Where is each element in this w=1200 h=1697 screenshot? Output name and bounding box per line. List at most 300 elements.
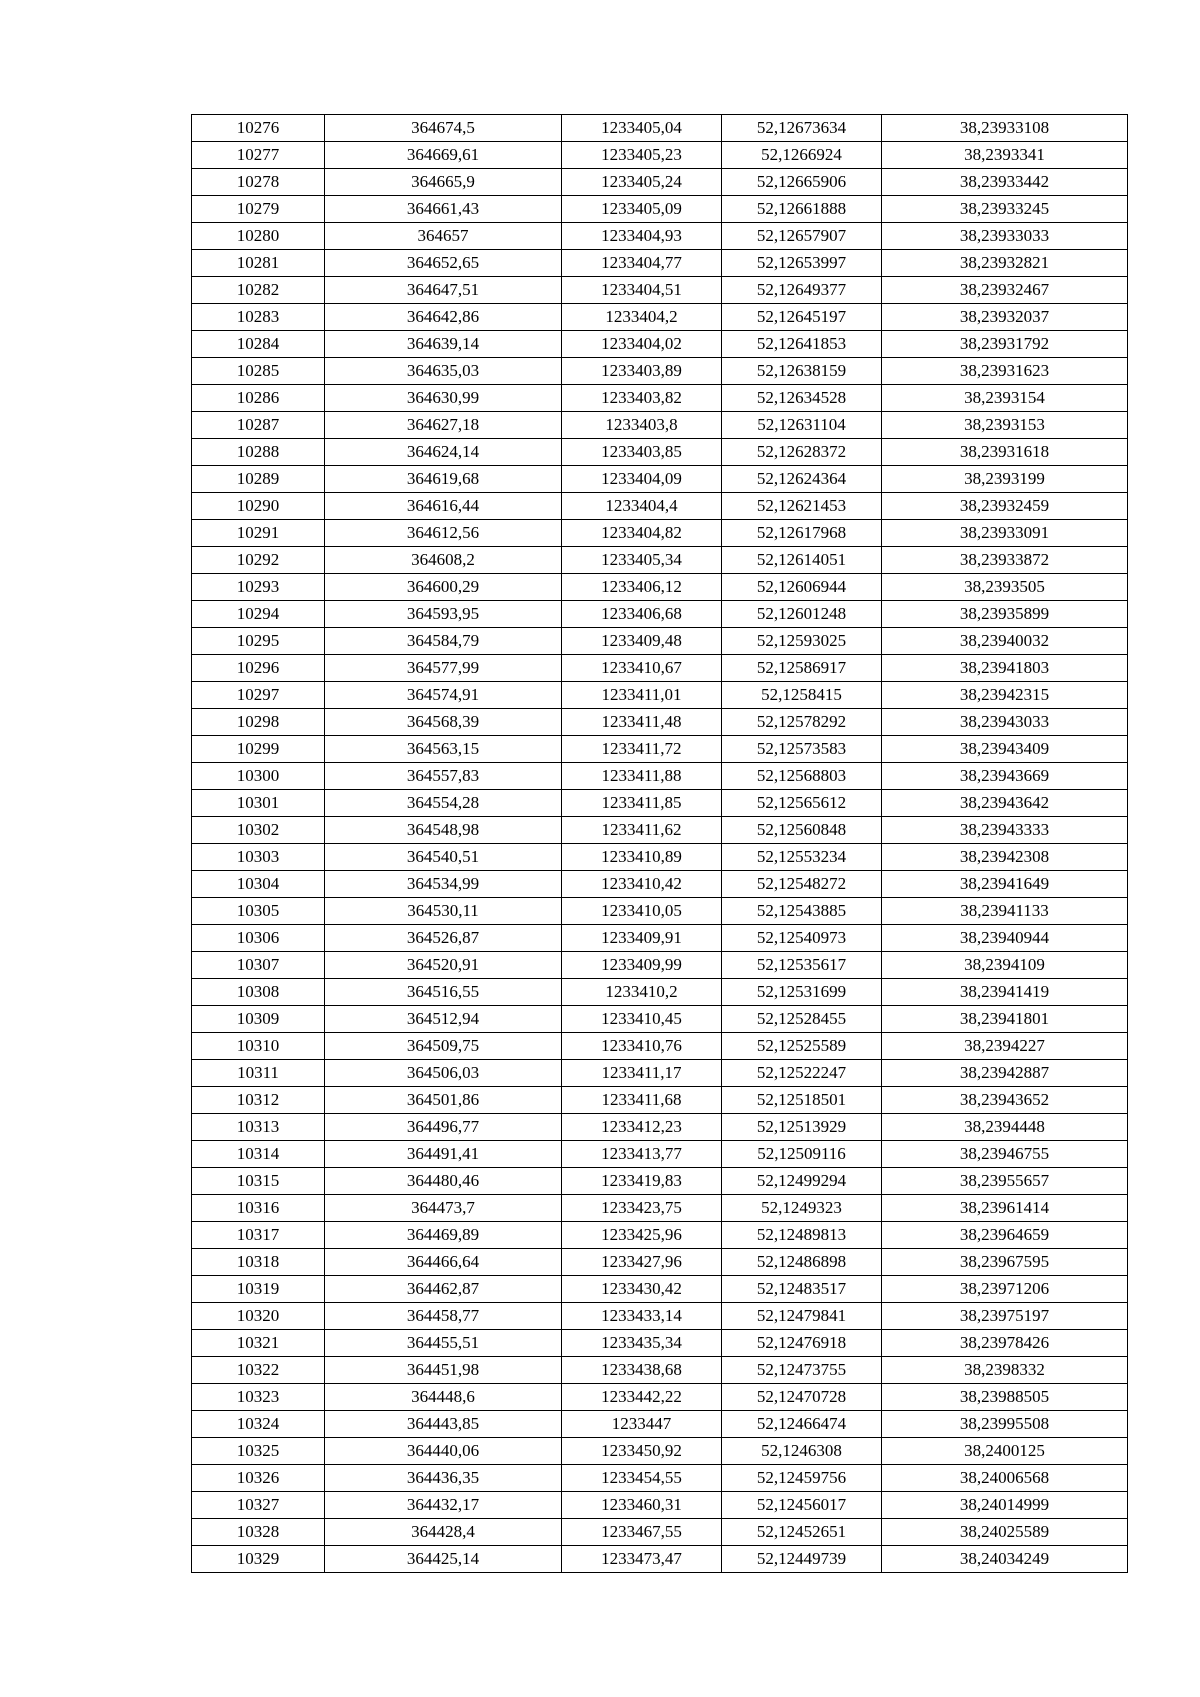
latitude-cell: 52,12476918 (722, 1330, 882, 1357)
x-coordinate-cell: 364506,03 (325, 1060, 562, 1087)
table-row (192, 223, 1128, 250)
point-number-cell: 10319 (192, 1276, 325, 1303)
latitude-cell: 52,12657907 (722, 223, 882, 250)
latitude-cell: 52,12470728 (722, 1384, 882, 1411)
latitude-cell: 52,12565612 (722, 790, 882, 817)
table-row (192, 1492, 1128, 1519)
latitude-cell: 52,12522247 (722, 1060, 882, 1087)
y-coordinate-cell: 1233403,85 (562, 439, 722, 466)
longitude-cell: 38,23941419 (882, 979, 1128, 1006)
point-number-cell: 10288 (192, 439, 325, 466)
table-row (192, 763, 1128, 790)
y-coordinate-cell: 1233405,04 (562, 115, 722, 142)
x-coordinate-cell: 364627,18 (325, 412, 562, 439)
x-coordinate-cell: 364440,06 (325, 1438, 562, 1465)
y-coordinate-cell: 1233404,2 (562, 304, 722, 331)
longitude-cell: 38,23942308 (882, 844, 1128, 871)
longitude-cell: 38,23978426 (882, 1330, 1128, 1357)
longitude-cell: 38,2394109 (882, 952, 1128, 979)
table-row (192, 709, 1128, 736)
y-coordinate-cell: 1233404,09 (562, 466, 722, 493)
table-row (192, 1114, 1128, 1141)
x-coordinate-cell: 364661,43 (325, 196, 562, 223)
table-row (192, 493, 1128, 520)
longitude-cell: 38,24034249 (882, 1546, 1128, 1573)
longitude-cell: 38,23932467 (882, 277, 1128, 304)
x-coordinate-cell: 364548,98 (325, 817, 562, 844)
longitude-cell: 38,23933108 (882, 115, 1128, 142)
latitude-cell: 52,12641853 (722, 331, 882, 358)
table-row (192, 1249, 1128, 1276)
latitude-cell: 52,12483517 (722, 1276, 882, 1303)
table-row (192, 1276, 1128, 1303)
point-number-cell: 10282 (192, 277, 325, 304)
table-row (192, 736, 1128, 763)
table-row (192, 655, 1128, 682)
table-row (192, 601, 1128, 628)
y-coordinate-cell: 1233409,91 (562, 925, 722, 952)
latitude-cell: 52,12661888 (722, 196, 882, 223)
table-row (192, 331, 1128, 358)
latitude-cell: 52,12509116 (722, 1141, 882, 1168)
y-coordinate-cell: 1233442,22 (562, 1384, 722, 1411)
x-coordinate-cell: 364639,14 (325, 331, 562, 358)
y-coordinate-cell: 1233409,99 (562, 952, 722, 979)
point-number-cell: 10296 (192, 655, 325, 682)
table-row (192, 439, 1128, 466)
latitude-cell: 52,12634528 (722, 385, 882, 412)
point-number-cell: 10289 (192, 466, 325, 493)
longitude-cell: 38,23943652 (882, 1087, 1128, 1114)
x-coordinate-cell: 364534,99 (325, 871, 562, 898)
point-number-cell: 10311 (192, 1060, 325, 1087)
y-coordinate-cell: 1233447 (562, 1411, 722, 1438)
point-number-cell: 10301 (192, 790, 325, 817)
latitude-cell: 52,12568803 (722, 763, 882, 790)
table-row (192, 898, 1128, 925)
latitude-cell: 52,12645197 (722, 304, 882, 331)
y-coordinate-cell: 1233411,72 (562, 736, 722, 763)
point-number-cell: 10309 (192, 1006, 325, 1033)
x-coordinate-cell: 364554,28 (325, 790, 562, 817)
point-number-cell: 10324 (192, 1411, 325, 1438)
x-coordinate-cell: 364593,95 (325, 601, 562, 628)
latitude-cell: 52,12621453 (722, 493, 882, 520)
table-row (192, 790, 1128, 817)
y-coordinate-cell: 1233404,4 (562, 493, 722, 520)
latitude-cell: 52,12528455 (722, 1006, 882, 1033)
longitude-cell: 38,23933091 (882, 520, 1128, 547)
latitude-cell: 52,12665906 (722, 169, 882, 196)
x-coordinate-cell: 364608,2 (325, 547, 562, 574)
y-coordinate-cell: 1233404,82 (562, 520, 722, 547)
latitude-cell: 52,12518501 (722, 1087, 882, 1114)
table-row (192, 682, 1128, 709)
longitude-cell: 38,23942315 (882, 682, 1128, 709)
point-number-cell: 10314 (192, 1141, 325, 1168)
y-coordinate-cell: 1233410,76 (562, 1033, 722, 1060)
table-row (192, 1087, 1128, 1114)
table-row (192, 1330, 1128, 1357)
latitude-cell: 52,12614051 (722, 547, 882, 574)
x-coordinate-cell: 364443,85 (325, 1411, 562, 1438)
point-number-cell: 10315 (192, 1168, 325, 1195)
y-coordinate-cell: 1233411,62 (562, 817, 722, 844)
table-row (192, 520, 1128, 547)
y-coordinate-cell: 1233403,8 (562, 412, 722, 439)
x-coordinate-cell: 364458,77 (325, 1303, 562, 1330)
latitude-cell: 52,12553234 (722, 844, 882, 871)
point-number-cell: 10306 (192, 925, 325, 952)
y-coordinate-cell: 1233403,82 (562, 385, 722, 412)
longitude-cell: 38,23931618 (882, 439, 1128, 466)
latitude-cell: 52,12560848 (722, 817, 882, 844)
latitude-cell: 52,12525589 (722, 1033, 882, 1060)
point-number-cell: 10322 (192, 1357, 325, 1384)
y-coordinate-cell: 1233410,2 (562, 979, 722, 1006)
x-coordinate-cell: 364516,55 (325, 979, 562, 1006)
x-coordinate-cell: 364616,44 (325, 493, 562, 520)
y-coordinate-cell: 1233406,68 (562, 601, 722, 628)
table-row (192, 844, 1128, 871)
point-number-cell: 10312 (192, 1087, 325, 1114)
longitude-cell: 38,23935899 (882, 601, 1128, 628)
point-number-cell: 10320 (192, 1303, 325, 1330)
point-number-cell: 10280 (192, 223, 325, 250)
x-coordinate-cell: 364530,11 (325, 898, 562, 925)
latitude-cell: 52,12573583 (722, 736, 882, 763)
x-coordinate-cell: 364526,87 (325, 925, 562, 952)
y-coordinate-cell: 1233406,12 (562, 574, 722, 601)
table-row (192, 115, 1128, 142)
latitude-cell: 52,12606944 (722, 574, 882, 601)
point-number-cell: 10278 (192, 169, 325, 196)
x-coordinate-cell: 364563,15 (325, 736, 562, 763)
point-number-cell: 10292 (192, 547, 325, 574)
longitude-cell: 38,23943333 (882, 817, 1128, 844)
point-number-cell: 10305 (192, 898, 325, 925)
latitude-cell: 52,1258415 (722, 682, 882, 709)
longitude-cell: 38,23941801 (882, 1006, 1128, 1033)
latitude-cell: 52,12578292 (722, 709, 882, 736)
x-coordinate-cell: 364665,9 (325, 169, 562, 196)
latitude-cell: 52,12473755 (722, 1357, 882, 1384)
x-coordinate-cell: 364635,03 (325, 358, 562, 385)
point-number-cell: 10279 (192, 196, 325, 223)
longitude-cell: 38,23964659 (882, 1222, 1128, 1249)
point-number-cell: 10285 (192, 358, 325, 385)
y-coordinate-cell: 1233433,14 (562, 1303, 722, 1330)
longitude-cell: 38,23933872 (882, 547, 1128, 574)
table-row (192, 574, 1128, 601)
x-coordinate-cell: 364428,4 (325, 1519, 562, 1546)
longitude-cell: 38,23932821 (882, 250, 1128, 277)
latitude-cell: 52,12486898 (722, 1249, 882, 1276)
table-row (192, 412, 1128, 439)
longitude-cell: 38,23988505 (882, 1384, 1128, 1411)
x-coordinate-cell: 364669,61 (325, 142, 562, 169)
x-coordinate-cell: 364630,99 (325, 385, 562, 412)
latitude-cell: 52,12653997 (722, 250, 882, 277)
table-row (192, 1141, 1128, 1168)
latitude-cell: 52,12548272 (722, 871, 882, 898)
longitude-cell: 38,24006568 (882, 1465, 1128, 1492)
y-coordinate-cell: 1233405,09 (562, 196, 722, 223)
x-coordinate-cell: 364491,41 (325, 1141, 562, 1168)
point-number-cell: 10293 (192, 574, 325, 601)
latitude-cell: 52,12638159 (722, 358, 882, 385)
table-row (192, 142, 1128, 169)
point-number-cell: 10308 (192, 979, 325, 1006)
longitude-cell: 38,2393341 (882, 142, 1128, 169)
table-row (192, 871, 1128, 898)
x-coordinate-cell: 364577,99 (325, 655, 562, 682)
y-coordinate-cell: 1233438,68 (562, 1357, 722, 1384)
latitude-cell: 52,12513929 (722, 1114, 882, 1141)
table-row (192, 1465, 1128, 1492)
x-coordinate-cell: 364425,14 (325, 1546, 562, 1573)
point-number-cell: 10283 (192, 304, 325, 331)
x-coordinate-cell: 364568,39 (325, 709, 562, 736)
y-coordinate-cell: 1233411,17 (562, 1060, 722, 1087)
latitude-cell: 52,12649377 (722, 277, 882, 304)
point-number-cell: 10327 (192, 1492, 325, 1519)
longitude-cell: 38,23975197 (882, 1303, 1128, 1330)
x-coordinate-cell: 364480,46 (325, 1168, 562, 1195)
longitude-cell: 38,2393154 (882, 385, 1128, 412)
point-number-cell: 10302 (192, 817, 325, 844)
point-number-cell: 10291 (192, 520, 325, 547)
longitude-cell: 38,23961414 (882, 1195, 1128, 1222)
x-coordinate-cell: 364432,17 (325, 1492, 562, 1519)
x-coordinate-cell: 364436,35 (325, 1465, 562, 1492)
longitude-cell: 38,23943033 (882, 709, 1128, 736)
point-number-cell: 10294 (192, 601, 325, 628)
latitude-cell: 52,12631104 (722, 412, 882, 439)
table-row (192, 925, 1128, 952)
point-number-cell: 10310 (192, 1033, 325, 1060)
point-number-cell: 10295 (192, 628, 325, 655)
latitude-cell: 52,1246308 (722, 1438, 882, 1465)
x-coordinate-cell: 364642,86 (325, 304, 562, 331)
table-row (192, 1546, 1128, 1573)
y-coordinate-cell: 1233467,55 (562, 1519, 722, 1546)
longitude-cell: 38,23931792 (882, 331, 1128, 358)
x-coordinate-cell: 364619,68 (325, 466, 562, 493)
latitude-cell: 52,12531699 (722, 979, 882, 1006)
point-number-cell: 10323 (192, 1384, 325, 1411)
latitude-cell: 52,12673634 (722, 115, 882, 142)
y-coordinate-cell: 1233419,83 (562, 1168, 722, 1195)
y-coordinate-cell: 1233450,92 (562, 1438, 722, 1465)
table-row (192, 817, 1128, 844)
longitude-cell: 38,2393199 (882, 466, 1128, 493)
longitude-cell: 38,2394227 (882, 1033, 1128, 1060)
y-coordinate-cell: 1233410,05 (562, 898, 722, 925)
longitude-cell: 38,23941649 (882, 871, 1128, 898)
latitude-cell: 52,12449739 (722, 1546, 882, 1573)
x-coordinate-cell: 364469,89 (325, 1222, 562, 1249)
y-coordinate-cell: 1233454,55 (562, 1465, 722, 1492)
table-row (192, 1222, 1128, 1249)
latitude-cell: 52,12466474 (722, 1411, 882, 1438)
point-number-cell: 10328 (192, 1519, 325, 1546)
longitude-cell: 38,23967595 (882, 1249, 1128, 1276)
x-coordinate-cell: 364584,79 (325, 628, 562, 655)
x-coordinate-cell: 364557,83 (325, 763, 562, 790)
x-coordinate-cell: 364462,87 (325, 1276, 562, 1303)
point-number-cell: 10277 (192, 142, 325, 169)
x-coordinate-cell: 364652,65 (325, 250, 562, 277)
longitude-cell: 38,2398332 (882, 1357, 1128, 1384)
longitude-cell: 38,23940032 (882, 628, 1128, 655)
point-number-cell: 10318 (192, 1249, 325, 1276)
longitude-cell: 38,23941803 (882, 655, 1128, 682)
table-row (192, 1411, 1128, 1438)
latitude-cell: 52,12601248 (722, 601, 882, 628)
y-coordinate-cell: 1233404,77 (562, 250, 722, 277)
x-coordinate-cell: 364574,91 (325, 682, 562, 709)
latitude-cell: 52,12617968 (722, 520, 882, 547)
latitude-cell: 52,12535617 (722, 952, 882, 979)
longitude-cell: 38,23946755 (882, 1141, 1128, 1168)
table-row (192, 358, 1128, 385)
longitude-cell: 38,23971206 (882, 1276, 1128, 1303)
y-coordinate-cell: 1233405,34 (562, 547, 722, 574)
y-coordinate-cell: 1233430,42 (562, 1276, 722, 1303)
longitude-cell: 38,23943409 (882, 736, 1128, 763)
table-row (192, 196, 1128, 223)
coordinates-table (191, 114, 1128, 1573)
latitude-cell: 52,12543885 (722, 898, 882, 925)
y-coordinate-cell: 1233411,01 (562, 682, 722, 709)
table-row (192, 304, 1128, 331)
point-number-cell: 10303 (192, 844, 325, 871)
point-number-cell: 10284 (192, 331, 325, 358)
longitude-cell: 38,23931623 (882, 358, 1128, 385)
longitude-cell: 38,23943669 (882, 763, 1128, 790)
table-row (192, 1384, 1128, 1411)
table-row (192, 1168, 1128, 1195)
y-coordinate-cell: 1233410,45 (562, 1006, 722, 1033)
x-coordinate-cell: 364501,86 (325, 1087, 562, 1114)
table-row (192, 1357, 1128, 1384)
longitude-cell: 38,23940944 (882, 925, 1128, 952)
y-coordinate-cell: 1233413,77 (562, 1141, 722, 1168)
point-number-cell: 10313 (192, 1114, 325, 1141)
table-row (192, 628, 1128, 655)
table-row (192, 466, 1128, 493)
table-row (192, 1195, 1128, 1222)
point-number-cell: 10316 (192, 1195, 325, 1222)
latitude-cell: 52,12499294 (722, 1168, 882, 1195)
point-number-cell: 10304 (192, 871, 325, 898)
longitude-cell: 38,2394448 (882, 1114, 1128, 1141)
latitude-cell: 52,12459756 (722, 1465, 882, 1492)
point-number-cell: 10287 (192, 412, 325, 439)
longitude-cell: 38,23943642 (882, 790, 1128, 817)
y-coordinate-cell: 1233423,75 (562, 1195, 722, 1222)
latitude-cell: 52,12586917 (722, 655, 882, 682)
longitude-cell: 38,23933033 (882, 223, 1128, 250)
latitude-cell: 52,12456017 (722, 1492, 882, 1519)
latitude-cell: 52,12628372 (722, 439, 882, 466)
y-coordinate-cell: 1233405,24 (562, 169, 722, 196)
latitude-cell: 52,12540973 (722, 925, 882, 952)
table-row (192, 169, 1128, 196)
y-coordinate-cell: 1233435,34 (562, 1330, 722, 1357)
x-coordinate-cell: 364512,94 (325, 1006, 562, 1033)
y-coordinate-cell: 1233412,23 (562, 1114, 722, 1141)
y-coordinate-cell: 1233409,48 (562, 628, 722, 655)
point-number-cell: 10300 (192, 763, 325, 790)
table-row (192, 385, 1128, 412)
y-coordinate-cell: 1233404,93 (562, 223, 722, 250)
table-row (192, 250, 1128, 277)
longitude-cell: 38,23995508 (882, 1411, 1128, 1438)
point-number-cell: 10325 (192, 1438, 325, 1465)
y-coordinate-cell: 1233425,96 (562, 1222, 722, 1249)
latitude-cell: 52,1266924 (722, 142, 882, 169)
y-coordinate-cell: 1233403,89 (562, 358, 722, 385)
point-number-cell: 10326 (192, 1465, 325, 1492)
latitude-cell: 52,12452651 (722, 1519, 882, 1546)
latitude-cell: 52,1249323 (722, 1195, 882, 1222)
table-row (192, 1303, 1128, 1330)
longitude-cell: 38,23932037 (882, 304, 1128, 331)
y-coordinate-cell: 1233404,51 (562, 277, 722, 304)
x-coordinate-cell: 364496,77 (325, 1114, 562, 1141)
y-coordinate-cell: 1233411,88 (562, 763, 722, 790)
x-coordinate-cell: 364455,51 (325, 1330, 562, 1357)
point-number-cell: 10281 (192, 250, 325, 277)
table-row (192, 952, 1128, 979)
table-row (192, 277, 1128, 304)
y-coordinate-cell: 1233405,23 (562, 142, 722, 169)
longitude-cell: 38,2393153 (882, 412, 1128, 439)
x-coordinate-cell: 364612,56 (325, 520, 562, 547)
table-row (192, 1519, 1128, 1546)
longitude-cell: 38,23933245 (882, 196, 1128, 223)
y-coordinate-cell: 1233460,31 (562, 1492, 722, 1519)
x-coordinate-cell: 364451,98 (325, 1357, 562, 1384)
table-row (192, 979, 1128, 1006)
y-coordinate-cell: 1233410,42 (562, 871, 722, 898)
latitude-cell: 52,12489813 (722, 1222, 882, 1249)
point-number-cell: 10286 (192, 385, 325, 412)
x-coordinate-cell: 364647,51 (325, 277, 562, 304)
y-coordinate-cell: 1233411,85 (562, 790, 722, 817)
point-number-cell: 10317 (192, 1222, 325, 1249)
x-coordinate-cell: 364509,75 (325, 1033, 562, 1060)
point-number-cell: 10321 (192, 1330, 325, 1357)
point-number-cell: 10290 (192, 493, 325, 520)
y-coordinate-cell: 1233404,02 (562, 331, 722, 358)
table-row (192, 1006, 1128, 1033)
x-coordinate-cell: 364624,14 (325, 439, 562, 466)
point-number-cell: 10276 (192, 115, 325, 142)
y-coordinate-cell: 1233410,89 (562, 844, 722, 871)
latitude-cell: 52,12479841 (722, 1303, 882, 1330)
y-coordinate-cell: 1233411,68 (562, 1087, 722, 1114)
point-number-cell: 10299 (192, 736, 325, 763)
longitude-cell: 38,2393505 (882, 574, 1128, 601)
x-coordinate-cell: 364466,64 (325, 1249, 562, 1276)
x-coordinate-cell: 364600,29 (325, 574, 562, 601)
table-row (192, 1033, 1128, 1060)
latitude-cell: 52,12624364 (722, 466, 882, 493)
latitude-cell: 52,12593025 (722, 628, 882, 655)
